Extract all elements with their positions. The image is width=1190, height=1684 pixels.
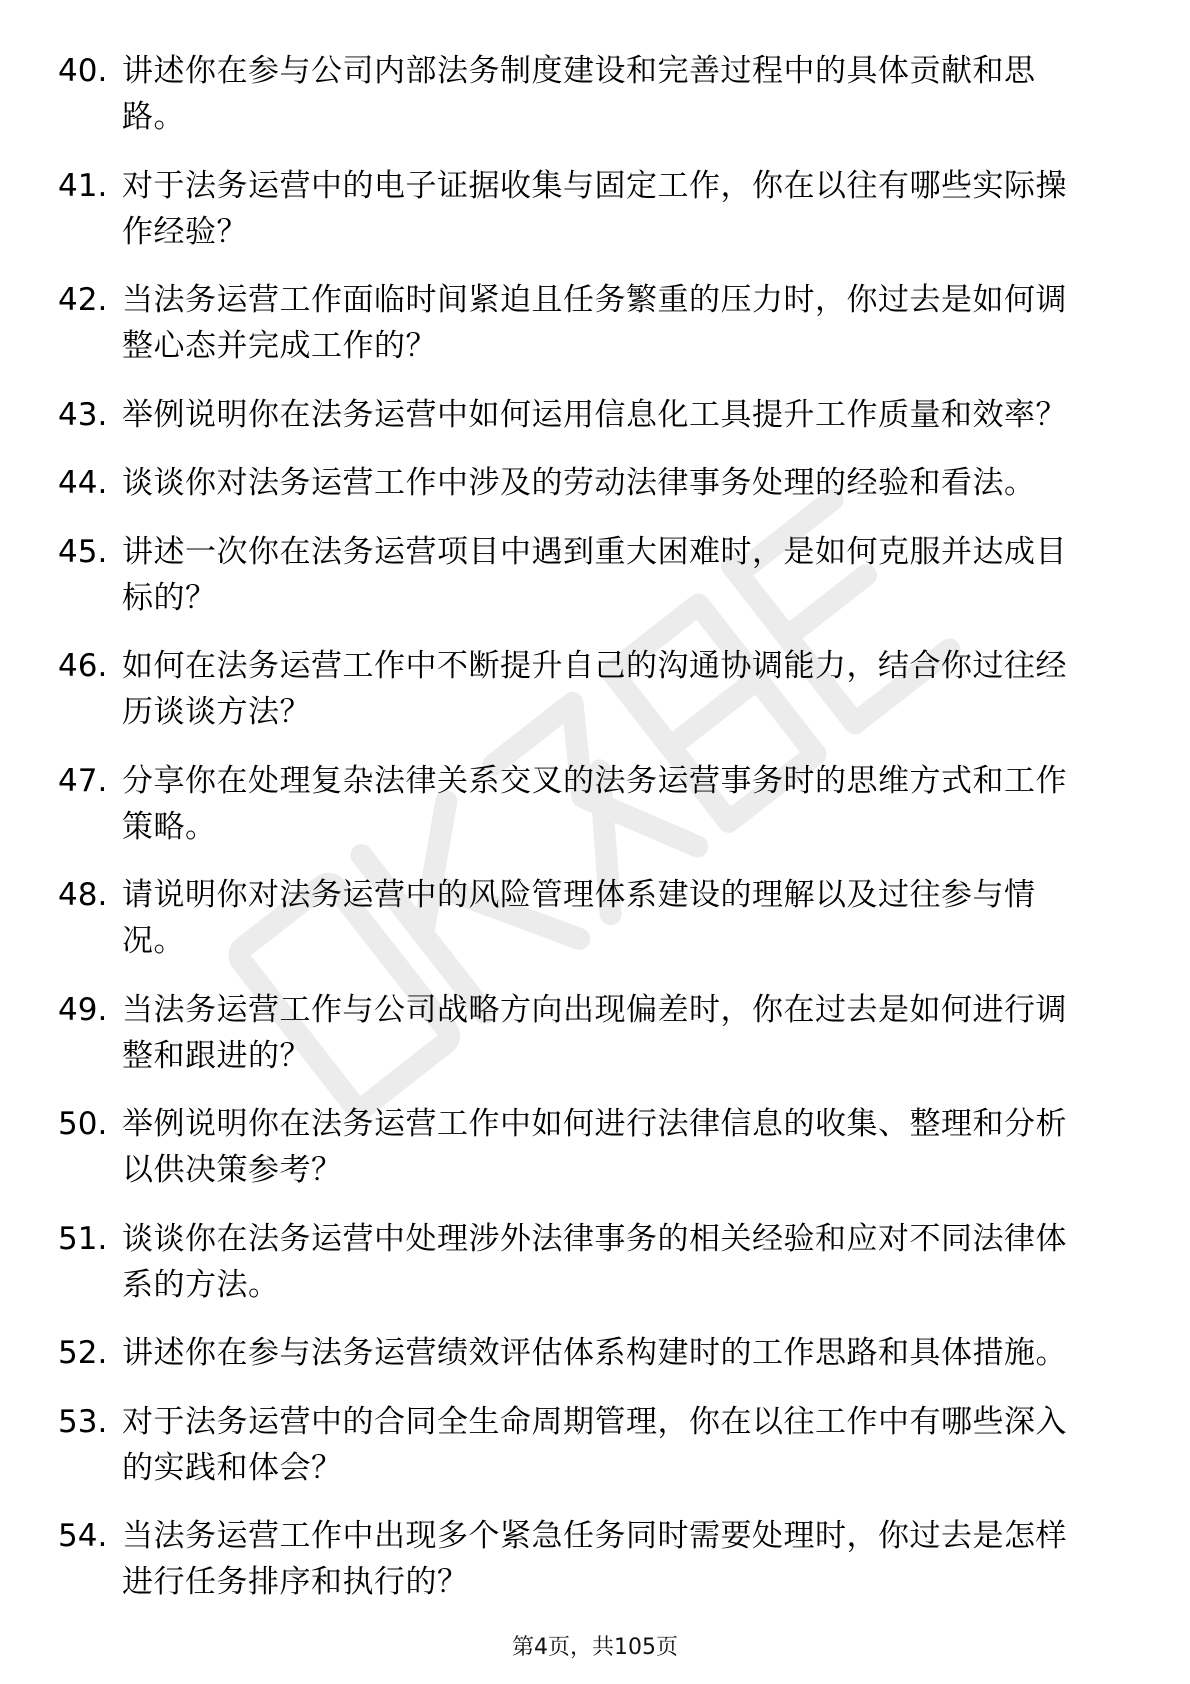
question-text: 讲述你在参与法务运营绩效评估体系构建时的工作思路和具体措施。 [122,1335,1067,1371]
question-number: 40. [58,53,108,89]
question-item [58,460,1118,506]
question-item [58,529,1118,621]
question-text: 请说明你对法务运营中的风险管理体系建设的理解以及过往参与情况。 [122,877,1036,959]
question-number: 49. [58,991,108,1028]
question-number: 46. [58,648,108,684]
question-number: 52. [58,1335,108,1371]
question-text: 当法务运营工作与公司战略方向出现偏差时，你在过去是如何进行调整和跟进的？ [122,991,1067,1074]
question-text: 谈谈你对法务运营工作中涉及的劳动法律事务处理的经验和看法。 [122,465,1036,501]
question-item [58,163,1118,255]
question-number: 48. [58,877,108,913]
question-text: 对于法务运营中的电子证据收集与固定工作，你在以往有哪些实际操作经验？ [122,167,1067,250]
question-item [58,1330,1118,1376]
question-number: 43. [58,396,108,433]
question-text: 对于法务运营中的合同全生命周期管理，你在以往工作中有哪些深入的实践和体会？ [122,1403,1067,1486]
question-item [58,758,1118,850]
question-number: 54. [58,1518,108,1554]
question-text: 举例说明你在法务运营工作中如何进行法律信息的收集、整理和分析以供决策参考？ [122,1106,1067,1188]
question-item [58,1216,1118,1308]
question-text: 如何在法务运营工作中不断提升自己的沟通协调能力，结合你过往经历谈谈方法？ [122,648,1067,730]
question-number: 45. [58,533,108,570]
question-item [58,987,1118,1079]
question-text: 谈谈你在法务运营中处理涉外法律事务的相关经验和应对不同法律体系的方法。 [122,1220,1067,1303]
question-text: 讲述一次你在法务运营项目中遇到重大困难时，是如何克服并达成目标的？ [122,533,1067,616]
question-number: 50. [58,1106,108,1142]
question-item [58,643,1118,735]
question-number: 42. [58,282,108,318]
question-text: 当法务运营工作中出现多个紧急任务同时需要处理时，你过去是怎样进行任务排序和执行的？ [122,1518,1067,1600]
question-text: 举例说明你在法务运营中如何运用信息化工具提升工作质量和效率？ [122,396,1067,433]
question-text: 当法务运营工作面临时间紧迫且任务繁重的压力时，你过去是如何调整心态并完成工作的？ [122,282,1067,364]
question-item [58,872,1118,964]
question-item [58,1513,1118,1605]
question-item [58,48,1118,140]
question-text: 分享你在处理复杂法律关系交叉的法务运营事务时的思维方式和工作策略。 [122,762,1067,845]
question-text: 讲述你在参与公司内部法务制度建设和完善过程中的具体贡献和思路。 [122,53,1036,135]
question-number: 44. [58,465,108,501]
question-item [58,1101,1118,1193]
question-item [58,277,1118,369]
question-item [58,1399,1118,1491]
question-number: 41. [58,167,108,204]
question-number: 53. [58,1403,108,1440]
question-number: 51. [58,1220,108,1257]
question-number: 47. [58,762,108,799]
question-item [58,392,1118,438]
question-list [58,48,1118,1628]
page-number: 第4页，共105页 [512,1635,678,1660]
